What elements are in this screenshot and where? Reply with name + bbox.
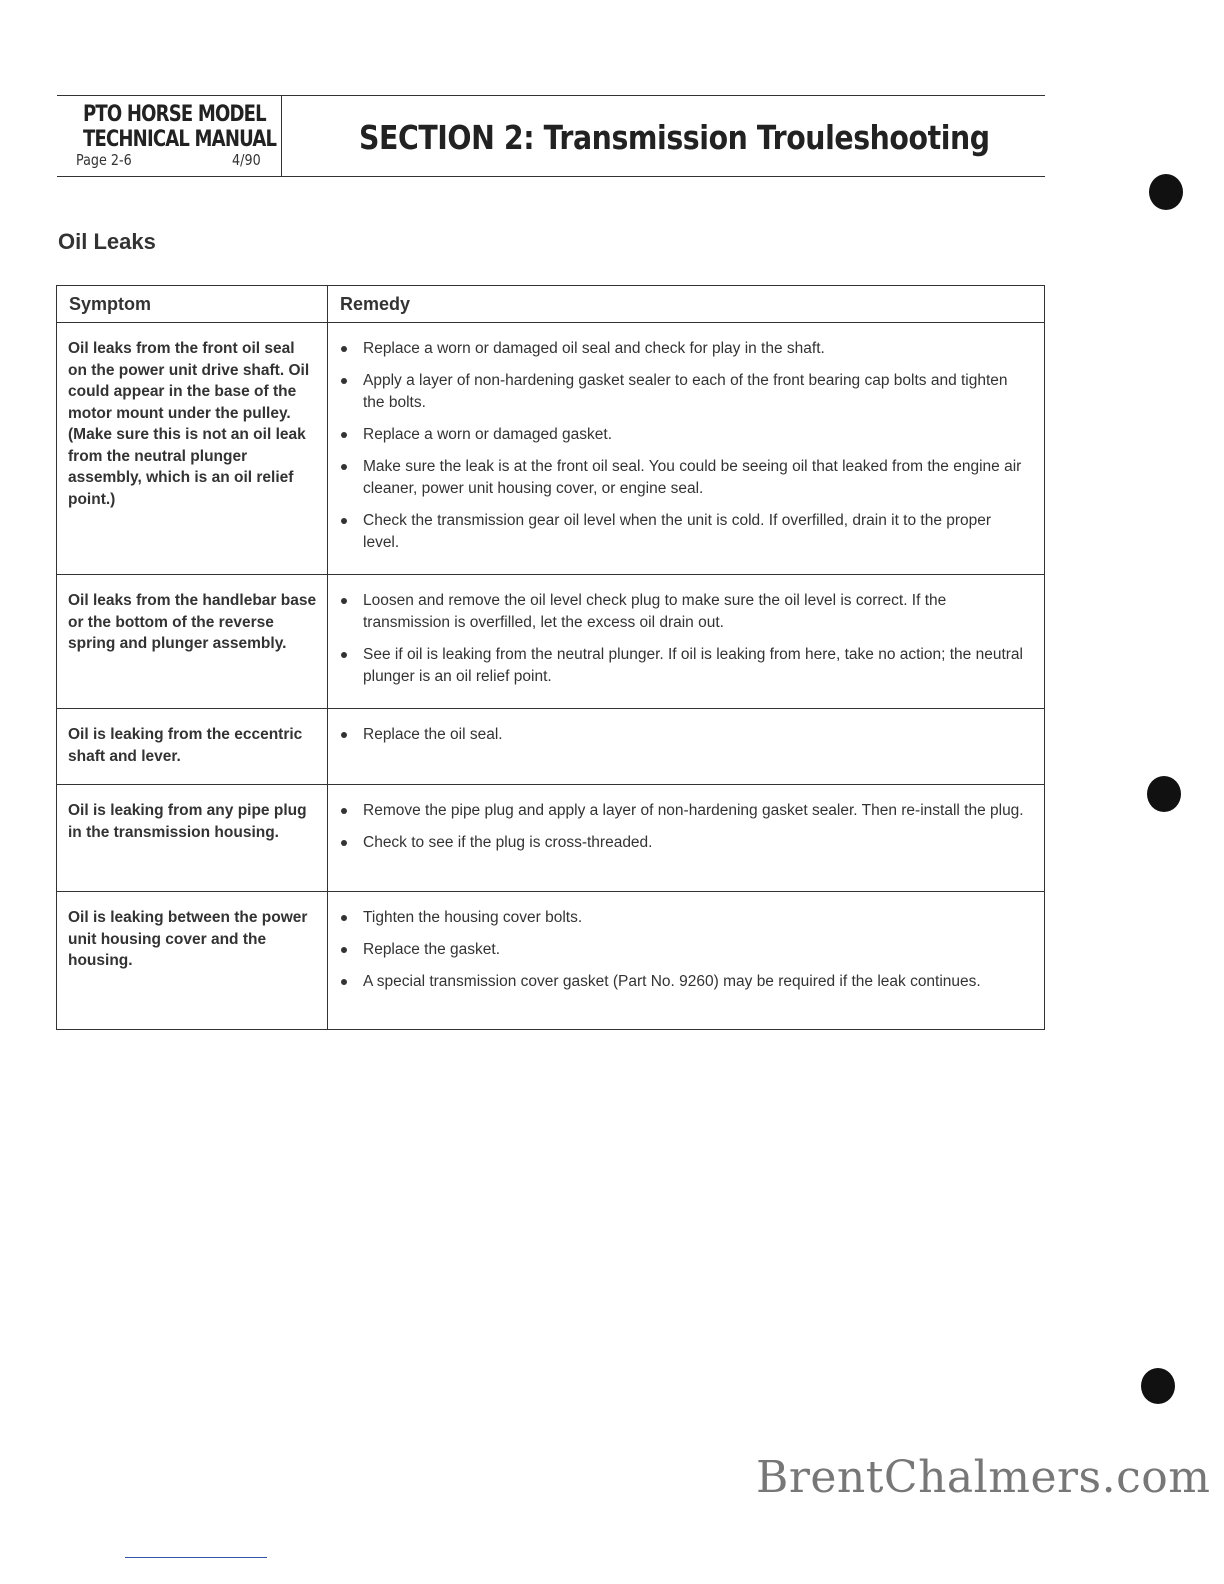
troubleshooting-table bbox=[56, 285, 1045, 1030]
remedy-item: Check the transmission gear oil level when the unit is cold. If overfilled, drain it to the proper level. bbox=[340, 510, 1030, 554]
page-number: Page 2-6 bbox=[76, 151, 132, 169]
section-heading: Oil Leaks bbox=[58, 229, 156, 254]
remedy-item: Tighten the housing cover bolts. bbox=[340, 907, 1030, 929]
table-row bbox=[57, 785, 1045, 892]
remedy-list bbox=[340, 590, 1030, 688]
remedy-item: A special transmission cover gasket (Part No. 9260) may be required if the leak continues. bbox=[340, 971, 1030, 993]
binder-hole bbox=[1149, 174, 1183, 210]
table-row bbox=[57, 575, 1045, 709]
remedy-item: Replace the oil seal. bbox=[340, 724, 1030, 746]
remedy-item: Apply a layer of non-hardening gasket sealer to each of the front bearing cap bolts and tighten the bolts. bbox=[340, 370, 1030, 414]
remedy-cell bbox=[328, 575, 1045, 709]
remedy-item: Remove the pipe plug and apply a layer of non-hardening gasket sealer. Then re-install the plug. bbox=[340, 800, 1030, 822]
section-title: SECTION 2: Transmission Trouleshooting bbox=[359, 118, 990, 157]
remedy-item: Loosen and remove the oil level check plug to make sure the oil level is correct. If the transmission is overfilled, let the excess oil drain out. bbox=[340, 590, 1030, 634]
manual-id-box bbox=[57, 96, 282, 176]
symptom-cell: Oil is leaking from any pipe plug in the transmission housing. bbox=[57, 785, 328, 892]
table-row bbox=[57, 323, 1045, 575]
revision-date: 4/90 bbox=[232, 151, 261, 169]
model-name: PTO HORSE MODEL bbox=[83, 102, 266, 127]
table-row bbox=[57, 709, 1045, 785]
remedy-list bbox=[340, 800, 1030, 854]
symptom-cell: Oil is leaking from the eccentric shaft and lever. bbox=[57, 709, 328, 785]
table-row bbox=[57, 892, 1045, 1030]
symptom-cell: Oil is leaking between the power unit housing cover and the housing. bbox=[57, 892, 328, 1030]
page-header bbox=[57, 95, 1045, 177]
remedy-item: See if oil is leaking from the neutral plunger. If oil is leaking from here, take no action; the neutral plunger is an oil relief point. bbox=[340, 644, 1030, 688]
remedy-cell bbox=[328, 709, 1045, 785]
remedy-list bbox=[340, 724, 1030, 746]
remedy-cell bbox=[328, 892, 1045, 1030]
manual-name: TECHNICAL MANUAL bbox=[83, 127, 277, 152]
symptom-cell: Oil leaks from the front oil seal on the power unit drive shaft. Oil could appear in the base of the motor mount under the pulley. (Make sure this is not an oil leak from the neutral plunger assembly, which is an oil relief point.) bbox=[57, 323, 328, 575]
bottom-rule bbox=[125, 1557, 267, 1558]
symptom-column-header: Symptom bbox=[57, 286, 328, 323]
remedy-item: Replace a worn or damaged oil seal and check for play in the shaft. bbox=[340, 338, 1030, 360]
binder-hole bbox=[1147, 776, 1181, 812]
symptom-cell: Oil leaks from the handlebar base or the bottom of the reverse spring and plunger assembly. bbox=[57, 575, 328, 709]
remedy-cell bbox=[328, 785, 1045, 892]
remedy-column-header: Remedy bbox=[328, 286, 1045, 323]
remedy-list bbox=[340, 907, 1030, 993]
table-header-row bbox=[57, 286, 1045, 323]
remedy-list bbox=[340, 338, 1030, 554]
remedy-item: Check to see if the plug is cross-threaded. bbox=[340, 832, 1030, 854]
remedy-cell bbox=[328, 323, 1045, 575]
remedy-item: Replace a worn or damaged gasket. bbox=[340, 424, 1030, 446]
watermark: BrentChalmers.com bbox=[756, 1452, 1211, 1503]
remedy-item: Replace the gasket. bbox=[340, 939, 1030, 961]
binder-hole bbox=[1141, 1368, 1175, 1404]
remedy-item: Make sure the leak is at the front oil seal. You could be seeing oil that leaked from the engine air cleaner, power unit housing cover, or engine seal. bbox=[340, 456, 1030, 500]
